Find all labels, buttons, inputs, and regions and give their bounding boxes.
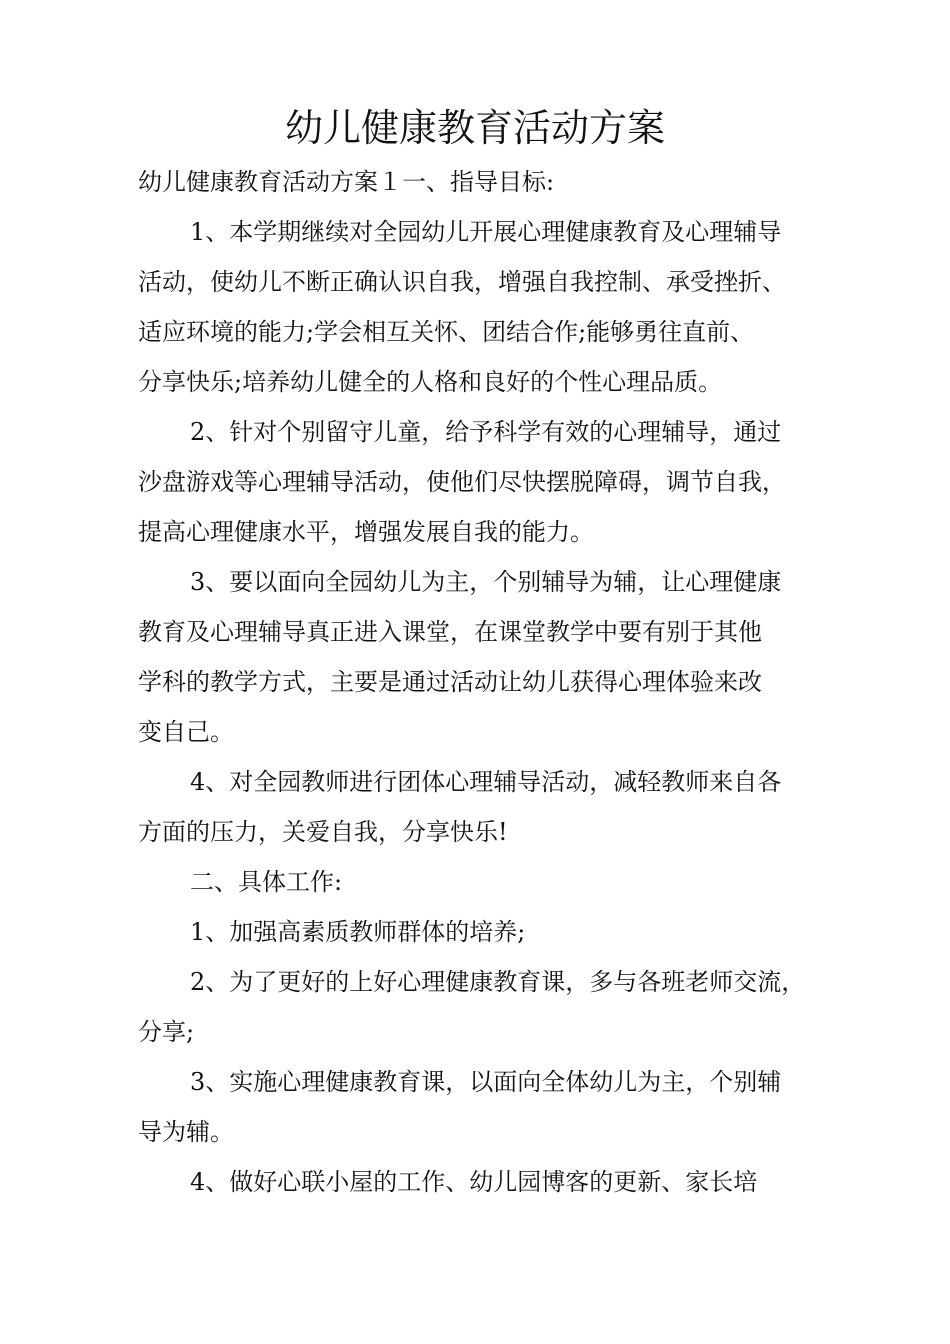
text-line: 1、本学期继续对全园幼儿开展心理健康教育及心理辅导 [190, 218, 782, 246]
text-line: 1、加强高素质教师群体的培养; [190, 918, 526, 946]
text-line: 方面的压力，关爱自我，分享快乐! [138, 818, 508, 846]
section-heading: 二、具体工作: [190, 868, 343, 896]
text-line: 幼儿健康教育活动方案１一、指导目标: [138, 168, 555, 196]
text-line: 导为辅。 [138, 1118, 234, 1146]
text-line: 3、要以面向全园幼儿为主，个别辅导为辅，让心理健康 [190, 568, 782, 596]
document-title: 幼儿健康教育活动方案 [284, 106, 665, 150]
text-line: 3、实施心理健康教育课，以面向全体幼儿为主，个别辅 [190, 1068, 782, 1096]
text-line: 变自己。 [138, 718, 234, 746]
text-line: 分享; [138, 1018, 195, 1046]
text-line: 分享快乐;培养幼儿健全的人格和良好的个性心理品质。 [138, 368, 723, 396]
text-line: 适应环境的能力;学会相互关怀、团结合作;能够勇往直前、 [138, 318, 755, 346]
text-line: 教育及心理辅导真正进入课堂，在课堂教学中要有别于其他 [138, 618, 762, 646]
text-line: 4、做好心联小屋的工作、幼儿园博客的更新、家长培 [190, 1168, 758, 1196]
text-line: 沙盘游戏等心理辅导活动，使他们尽快摆脱障碍，调节自我， [138, 468, 786, 496]
text-line: 4、对全园教师进行团体心理辅导活动，减轻教师来自各 [190, 768, 782, 796]
text-line: 提高心理健康水平，增强发展自我的能力。 [138, 518, 594, 546]
text-line: 2、针对个别留守儿童，给予科学有效的心理辅导，通过 [190, 418, 782, 446]
text-line: 学科的教学方式，主要是通过活动让幼儿获得心理体验来改 [138, 668, 762, 696]
text-line: 活动，使幼儿不断正确认识自我，增强自我控制、承受挫折、 [138, 268, 786, 296]
text-line: 2、为了更好的上好心理健康教育课，多与各班老师交流， [190, 968, 806, 996]
